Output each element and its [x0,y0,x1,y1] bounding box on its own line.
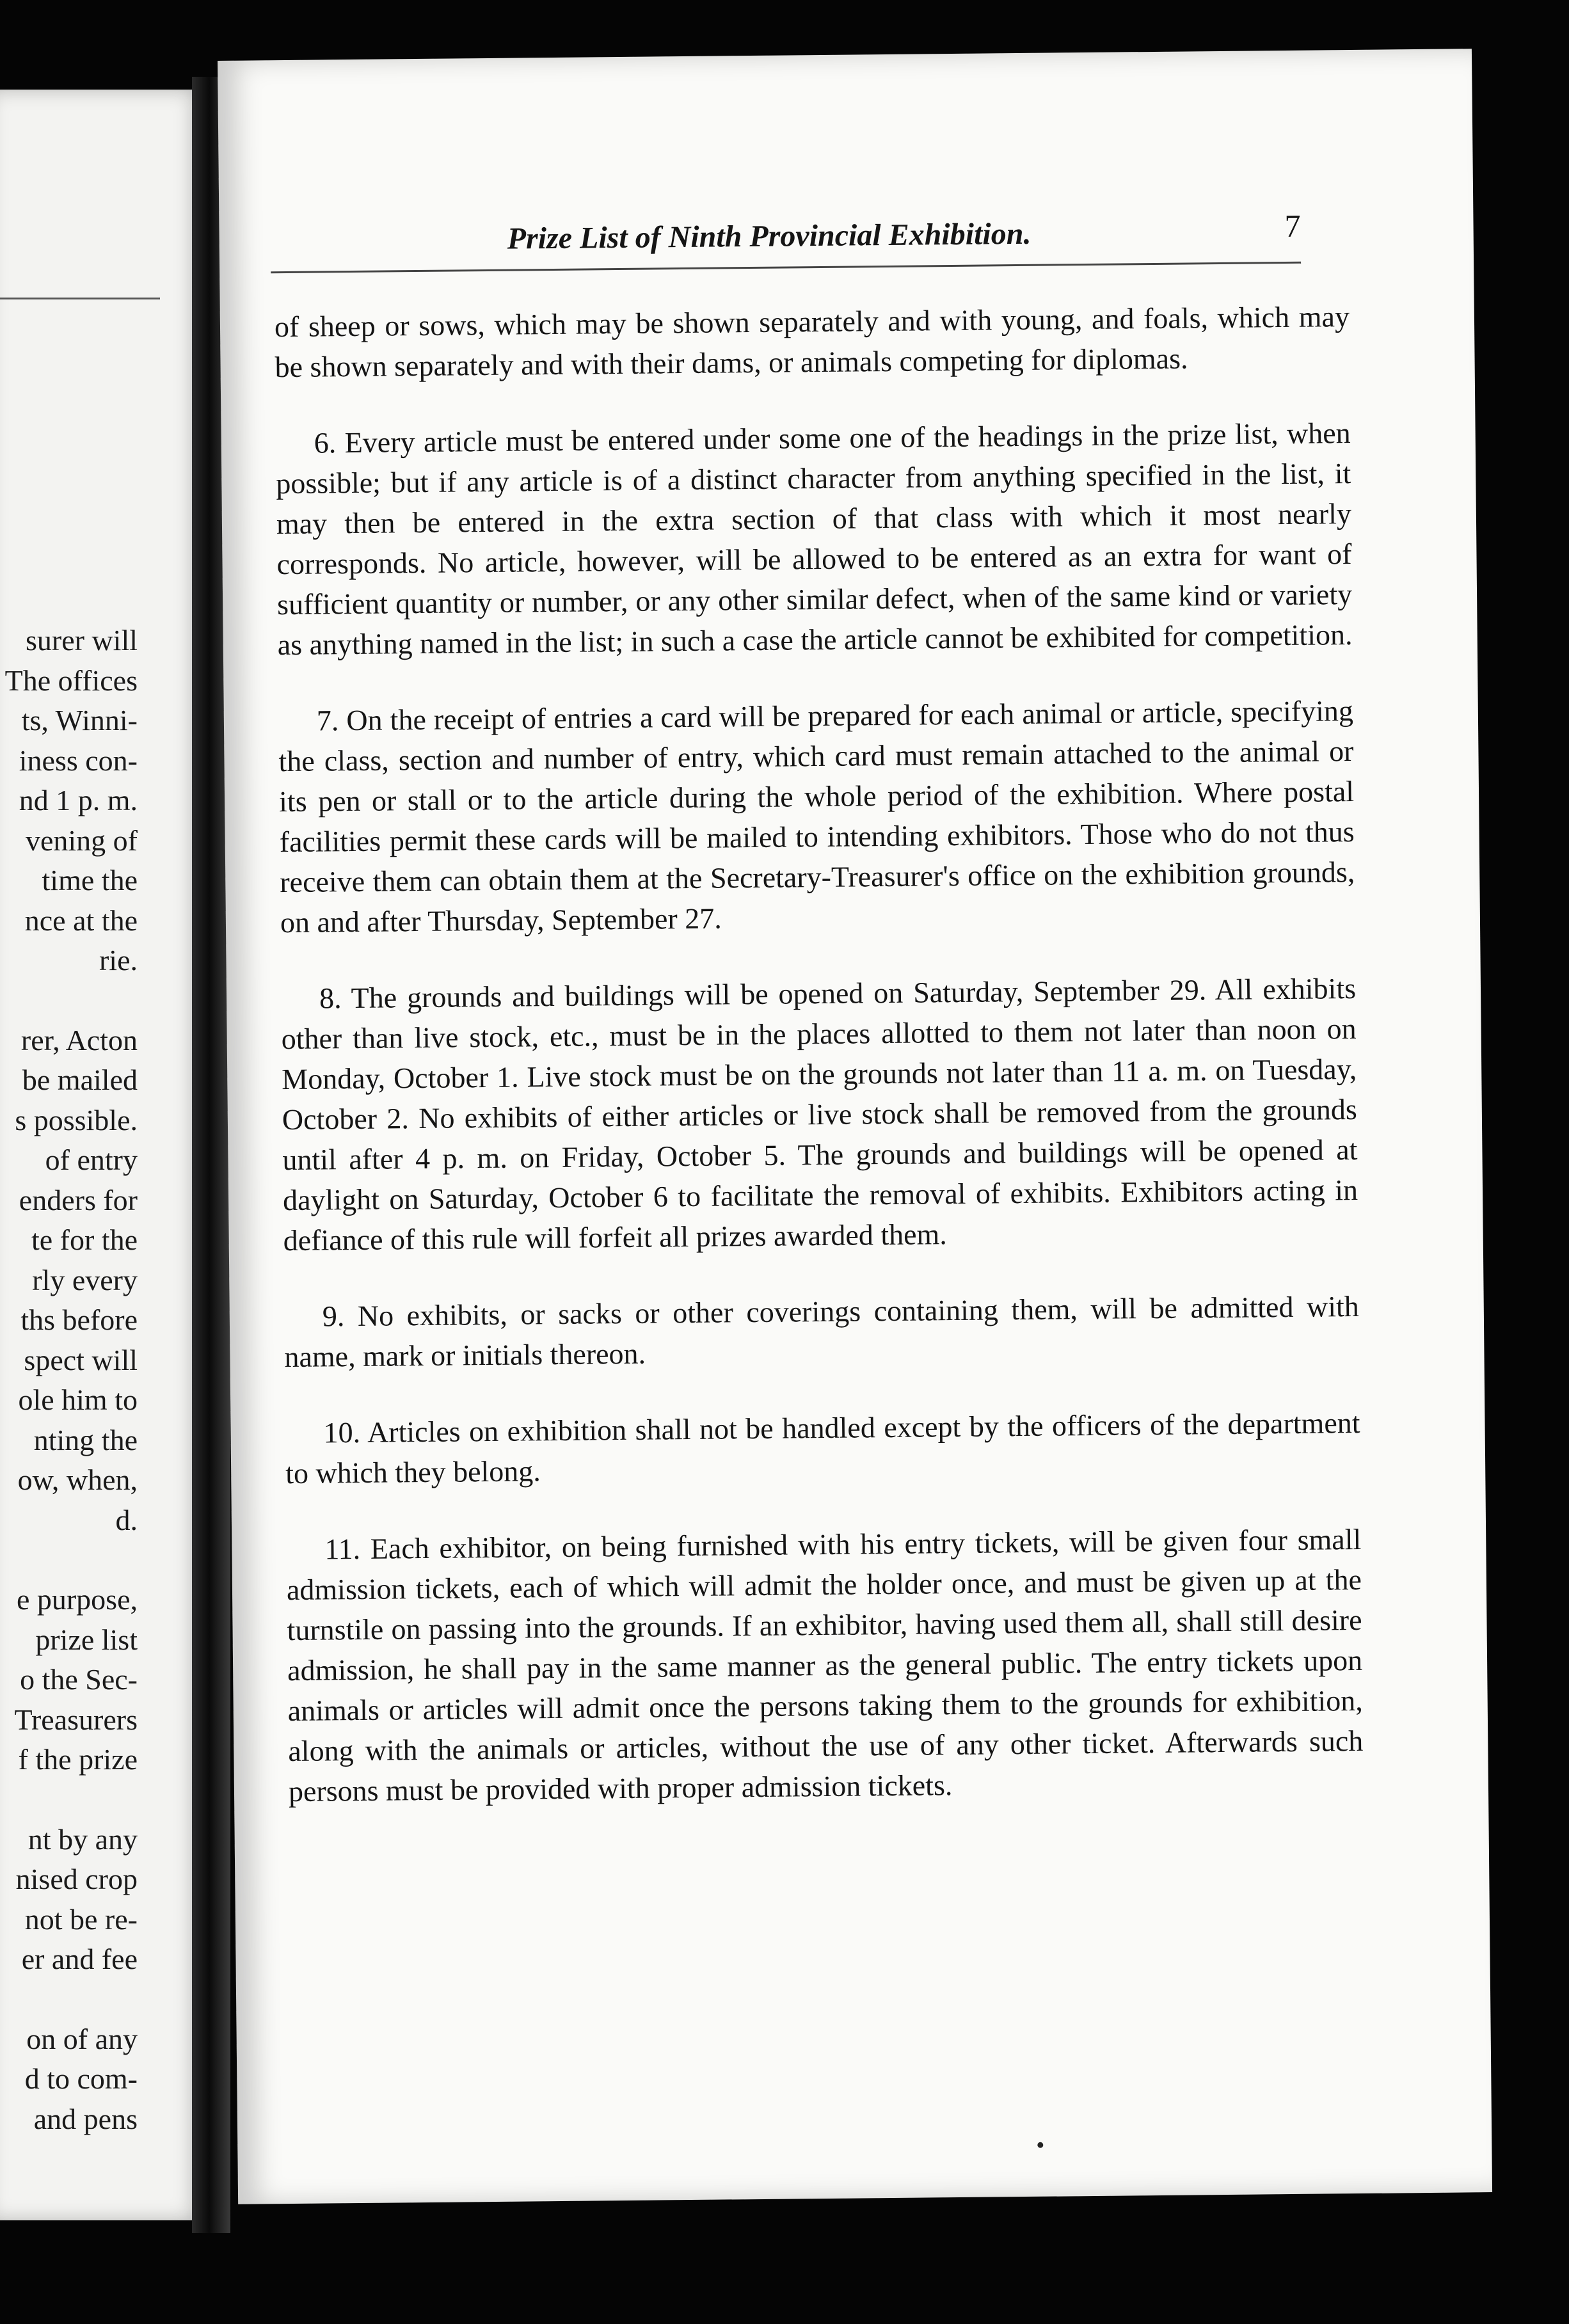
running-head: Prize List of Ninth Provincial Exhibition. [507,216,1031,256]
left-page-line: e purpose, [16,1583,138,1616]
left-page-line: te for the [31,1223,138,1256]
header-rule [271,262,1301,273]
left-page-line: rly every [32,1263,138,1296]
left-page-line: enders for [19,1183,138,1216]
body-text [275,296,1364,1847]
left-page-line: not be re- [24,1902,138,1936]
left-page-line: s possible. [15,1103,138,1136]
left-page-line: nting the [33,1423,138,1456]
page-number: 7 [1284,207,1301,244]
left-page-line: d to com- [24,2062,138,2095]
left-page-line: and pens [33,2102,138,2135]
left-page-line: Treasurers [14,1703,138,1736]
left-page-line: iness con- [19,744,138,777]
paragraph-rule-6: 6. Every article must be entered under some one of the headings in the prize list, when possible; but if any article is of a distinct character from anything specified in the list, it may then be entered in the extra section of that class with which it most nearly corresponds. No article, however, will be allowed to be entered as an extra for want of sufficient quantity or number, or any other similar defect, when of the same kind or variety as anything named in the list; in such a case the article cannot be exhibited for competition. [276,417,1353,662]
left-page-line: o the Sec- [20,1663,138,1696]
left-page-line: prize list [35,1623,138,1656]
left-page-line: er and fee [21,1943,138,1975]
paragraph-continuation: of sheep or sows, which may be shown separately and with young, and foals, which may be shown separately and with their dams, or animals competing for diplomas. [274,300,1350,384]
left-header-rule [0,298,160,299]
left-page-line: nt by any [28,1822,138,1856]
left-page-line: of entry [45,1143,138,1176]
paragraph-rule-7: 7. On the receipt of entries a card will be prepared for each animal or article, specifying the class, section and number of entry, which card must remain attached to the animal or its pen or stall or to the article during the whole period of the exhibition. Where postal facilities permit these cards will be mailed to intending exhibitors. Those who do not thus receive them can obtain them at the Secretary-Treasurer's office on the exhibition grounds, on and after Thursday, September 27. [278,694,1355,939]
left-page-line: rer, Acton [20,1023,138,1056]
left-page-gap [5,1540,138,1580]
left-page-line: ts, Winni- [21,704,138,736]
left-page-line: d. [115,1503,138,1536]
left-page-line: ow, when, [17,1463,138,1496]
left-page-line: nised crop [15,1863,138,1895]
left-page-gap [5,1780,138,1820]
paragraph-rule-8: 8. The grounds and buildings will be opened on Saturday, September 29. All exhibits other than live stock, etc., must be in the places allotted to them not later than noon on Monday, October 1. Live stock must be on the grounds not later than 11 a. m. on Tuesday, October 2. No exhibits of either articles or live stock shall be removed from the grounds until after 4 p. m. on Friday, October 5. The grounds and buildings will be opened at daylight on Saturday, October 6 to facilitate the removal of exhibits. Exhibitors acting in defiance of this rule will forfeit all prizes awarded them. [281,971,1358,1257]
paragraph-rule-11: 11. Each exhibitor, on being furnished with his entry tickets, will be given four small admission tickets, each of which will admit the holder once, and must be given up at the turnstile on passing into the grounds. If an exhibitor, having used them all, shall still desire admission, he shall pay in the same manner as the general public. The entry tickets upon animals or articles will admit once the persons taking them to the grounds for exhibition, along with the animals or articles, without the use of any other ticket. Afterwards such persons must be provided with proper admission tickets. [286,1522,1364,1808]
ink-spot [1037,2142,1043,2148]
left-page-line: spect will [24,1343,138,1376]
right-page [218,49,1492,2204]
left-page-gap [5,1980,138,2019]
left-page-gap [5,981,138,1021]
paragraph-rule-10: 10. Articles on exhibition shall not be handled except by the officers of the department to which they belong. [285,1406,1360,1490]
left-page-line: The offices [4,664,138,697]
left-page [0,90,205,2220]
left-page-line: rie. [99,944,138,976]
left-page-line: on of any [26,2022,138,2055]
left-page-line: ths before [20,1303,138,1336]
left-page-text [5,621,138,2139]
left-page-line: nce at the [24,903,138,937]
left-page-line: f the prize [18,1743,138,1776]
left-page-line: vening of [25,824,138,857]
left-page-line: surer will [25,624,138,657]
paragraph-rule-9: 9. No exhibits, or sacks or other coverings containing them, will be admitted with name, mark or initials thereon. [284,1289,1360,1374]
left-page-line: be mailed [22,1063,138,1096]
left-page-line: nd 1 p. m. [19,784,138,816]
left-page-line: time the [42,864,138,896]
left-page-line: ole him to [18,1383,138,1416]
